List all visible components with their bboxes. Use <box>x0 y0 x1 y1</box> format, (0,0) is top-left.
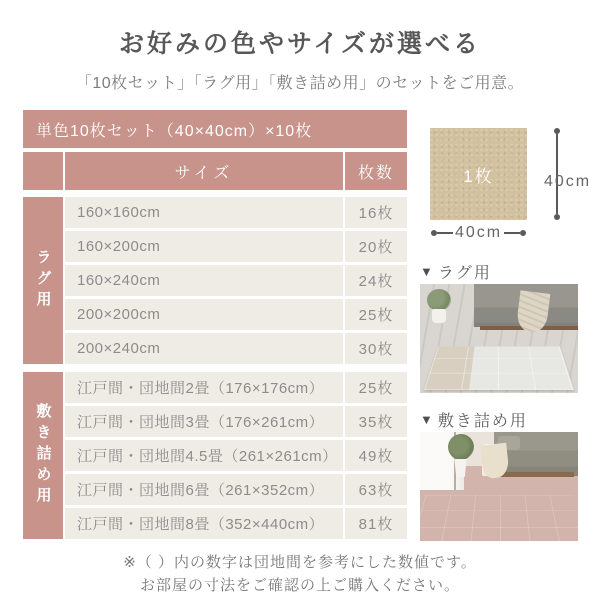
footnote <box>0 552 600 597</box>
count-cell: 20枚 <box>345 231 407 262</box>
plant-illustration <box>427 289 451 311</box>
spread-example-caption <box>420 411 578 430</box>
table-row <box>65 197 407 228</box>
horizontal-dimension-line <box>431 226 526 240</box>
table-row <box>65 474 407 505</box>
rug-section <box>23 197 407 364</box>
count-cell: 25枚 <box>345 372 407 403</box>
table-row <box>65 299 407 330</box>
spread-example-caption-text: 敷き詰め用 <box>437 412 528 430</box>
tile-floor-grid-illustration <box>420 495 578 541</box>
dimension-dot <box>520 230 526 236</box>
table-row <box>65 265 407 296</box>
count-cell: 24枚 <box>345 265 407 296</box>
count-column-header: 枚数 <box>345 152 407 190</box>
table-header-row <box>23 152 407 190</box>
tile-rug-illustration <box>424 346 574 390</box>
size-cell: 160×200cm <box>65 231 343 262</box>
footnote-line1: ※（ ）内の数字は団地間を参考にした数値です。 <box>123 554 477 571</box>
sofa-base-illustration <box>496 472 574 477</box>
header-spacer-cell <box>23 152 63 190</box>
dimension-dot <box>554 214 560 220</box>
plant-illustration <box>448 434 474 460</box>
size-cell: 160×240cm <box>65 265 343 296</box>
tile-width-label: 40cm <box>454 224 503 241</box>
size-cell: 江戸間・団地間4.5畳（261×261cm） <box>65 440 343 471</box>
page-title: お好みの色やサイズが選べる <box>118 30 481 58</box>
size-cell: 江戸間・団地間3畳（176×261cm） <box>65 406 343 437</box>
count-cell: 35枚 <box>345 406 407 437</box>
plant-pot-illustration <box>432 309 446 323</box>
table-row <box>65 508 407 539</box>
rug-section-label: ラグ用 <box>23 197 63 364</box>
count-cell: 16枚 <box>345 197 407 228</box>
set-header-bar: 単色10枚セット（40×40cm）×10枚 <box>23 110 407 148</box>
page-subtitle: 「10枚セット」「ラグ用」「敷き詰め用」のセットをご用意。 <box>75 75 525 92</box>
spread-section <box>23 372 407 539</box>
size-table-panel <box>23 110 407 539</box>
size-cell: 江戸間・団地間8畳（352×440cm） <box>65 508 343 539</box>
triangle-down-icon: ▼ <box>420 263 435 279</box>
illustration-column <box>420 110 592 541</box>
size-cell: 江戸間・団地間2畳（176×176cm） <box>65 372 343 403</box>
footnote-line2: お部屋の寸法をご確認の上ご購入ください。 <box>139 576 460 594</box>
count-cell: 30枚 <box>345 333 407 364</box>
rug-section-rows <box>65 197 407 364</box>
rug-example-caption-text: ラグ用 <box>437 264 492 282</box>
spread-section-rows <box>65 372 407 539</box>
count-cell: 49枚 <box>345 440 407 471</box>
count-cell: 81枚 <box>345 508 407 539</box>
table-row <box>65 333 407 364</box>
triangle-down-icon: ▼ <box>420 411 435 427</box>
table-row <box>65 231 407 262</box>
size-cell: 200×240cm <box>65 333 343 364</box>
dimension-line <box>504 232 520 234</box>
count-cell: 25枚 <box>345 299 407 330</box>
tile-height-label: 40cm <box>544 173 592 190</box>
table-row <box>65 372 407 403</box>
size-cell: 160×160cm <box>65 197 343 228</box>
size-cell: 江戸間・団地間6畳（261×352cm） <box>65 474 343 505</box>
tile-dimension-diagram <box>420 110 592 258</box>
carpet-tile-swatch <box>430 128 527 220</box>
rug-example-caption <box>420 263 578 282</box>
dimension-line <box>437 232 453 234</box>
size-column-header: サイズ <box>65 152 343 190</box>
count-cell: 63枚 <box>345 474 407 505</box>
rug-room-photo <box>420 284 578 393</box>
table-row <box>65 406 407 437</box>
spread-room-photo <box>420 432 578 541</box>
size-cell: 200×200cm <box>65 299 343 330</box>
spread-section-label: 敷き詰め用 <box>23 372 63 539</box>
table-row <box>65 440 407 471</box>
tile-count-label: 1枚 <box>463 166 494 186</box>
